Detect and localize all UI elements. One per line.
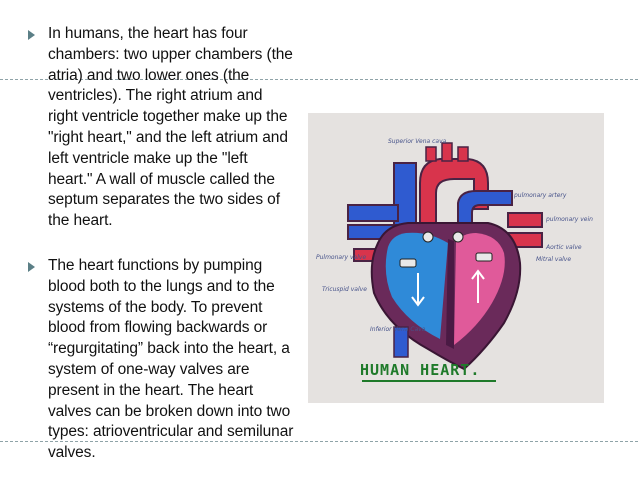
label-superior-vena-cava: Superior Vena cava	[388, 138, 447, 145]
bullet-arrow-icon	[28, 262, 35, 272]
bullet-list	[26, 24, 296, 464]
diagram-caption: HUMAN HEART.	[360, 361, 481, 379]
bullet-text: In humans, the heart has four chambers: two upper chambers (the atria) and two lower ones (the ventricles). The right atrium and right ventricle together make up the "right heart," and the left atrium and left ventricle make up the "left heart." A wall of muscle called the septum separates the two sides of the heart.	[48, 25, 293, 230]
label-aortic-valve: Aortic valve	[546, 244, 582, 251]
label-pulmonary-vein: pulmonary vein	[546, 216, 593, 223]
heart-diagram-photo	[308, 113, 604, 403]
bullet-item	[26, 24, 296, 232]
label-mitral-valve: Mitral valve	[536, 256, 572, 263]
label-tricuspid-valve: Tricuspid valve	[322, 286, 367, 293]
bullet-arrow-icon	[28, 30, 35, 40]
label-inferior-vena-cava: Inferior Vena Cava	[370, 326, 426, 333]
bullet-item	[26, 256, 296, 464]
bullet-text: The heart functions by pumping blood both to the lungs and to the systems of the body. To prevent blood from flowing backwards or “regurgitating” back into the heart, a system of one-way valves are present in the heart. The heart valves can be broken down into two types: atrioventricular and semilunar valves.	[48, 256, 294, 462]
label-pulmonary-valve: Pulmonary valve	[316, 254, 367, 261]
label-pulmonary-artery: pulmonary artery	[514, 192, 567, 199]
